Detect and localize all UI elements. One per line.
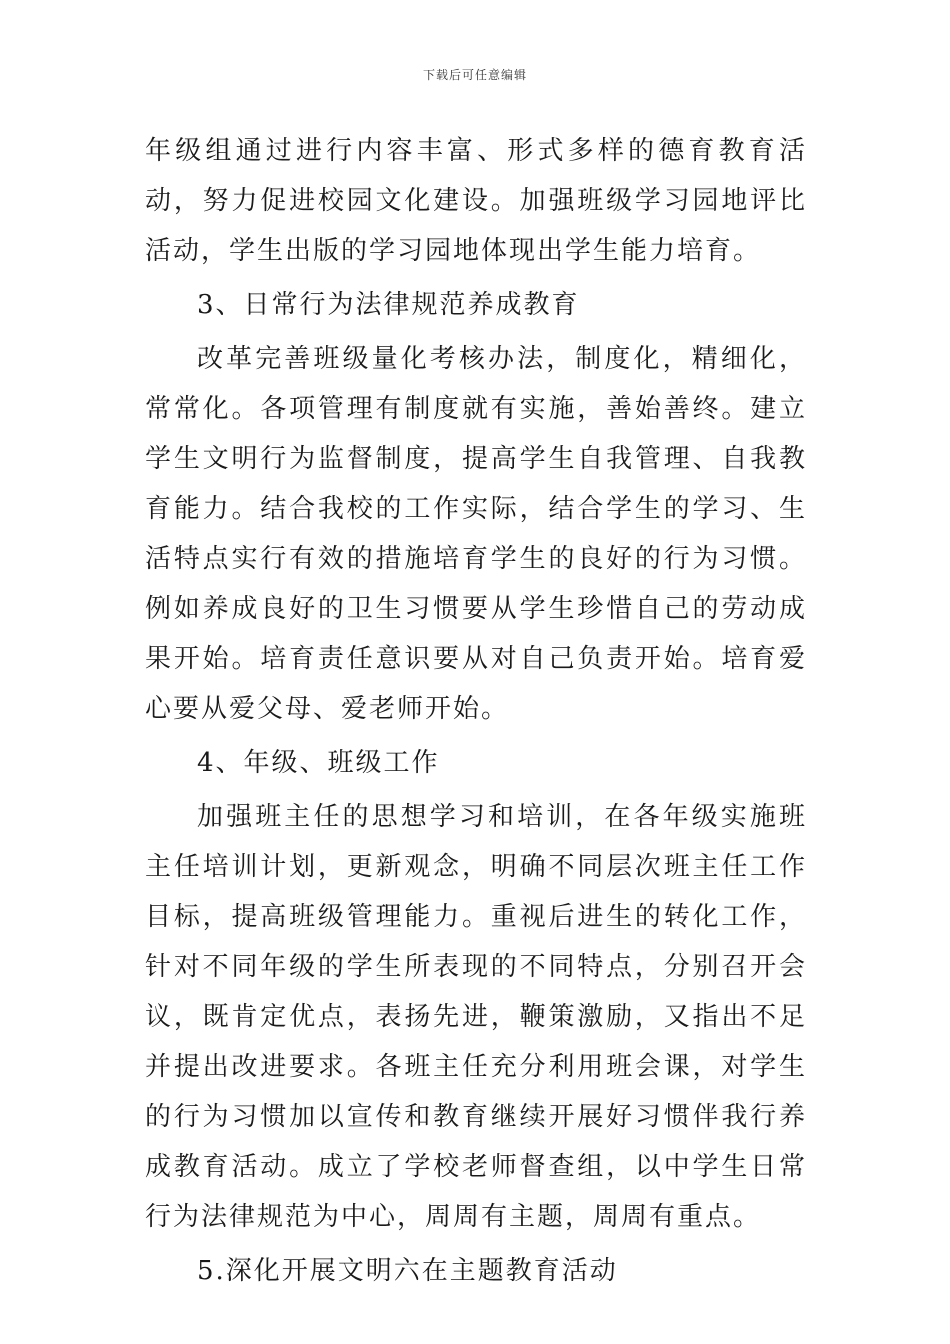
section-heading-5: 5.深化开展文明六在主题教育活动	[197, 1256, 618, 1286]
section-heading-3: 3、日常行为法律规范养成教育	[197, 290, 580, 320]
paragraph-class-work: 加强班主任的思想学习和培训，在各年级实施班主任培训计划，更新观念，明确不同层次班主任工作目标，提高班级管理能力。重视后进生的转化工作，针对不同年级的学生所表现的不同特点，分别召开会议，既肯定优点，表扬先进，鞭策激励，又指出不足并提出改进要求。各班主任充分利用班会课，对学生的行为习惯加以宣传和教育继续开展好习惯伴我行养成教育活动。成立了学校老师督查组，以中学生日常行为法律规范为中心，周周有主题，周周有重点。	[145, 802, 807, 1232]
page-header-note: 下载后可任意编辑	[422, 68, 527, 82]
paragraph-grade-group-activities: 年级组通过进行内容丰富、形式多样的德育教育活动，努力促进校园文化建设。加强班级学习园地评比活动，学生出版的学习园地体现出学生能力培育。	[145, 136, 807, 266]
section-heading-4: 4、年级、班级工作	[197, 748, 440, 778]
paragraph-behavior-norms: 改革完善班级量化考核办法，制度化，精细化，常常化。各项管理有制度就有实施，善始善终。建立学生文明行为监督制度，提高学生自我管理、自我教育能力。结合我校的工作实际，结合学生的学习、生活特点实行有效的措施培育学生的良好的行为习惯。例如养成良好的卫生习惯要从学生珍惜自己的劳动成果开始。培育责任意识要从对自己负责开始。培育爱心要从爱父母、爱老师开始。	[145, 344, 807, 724]
document-body	[145, 126, 807, 1296]
